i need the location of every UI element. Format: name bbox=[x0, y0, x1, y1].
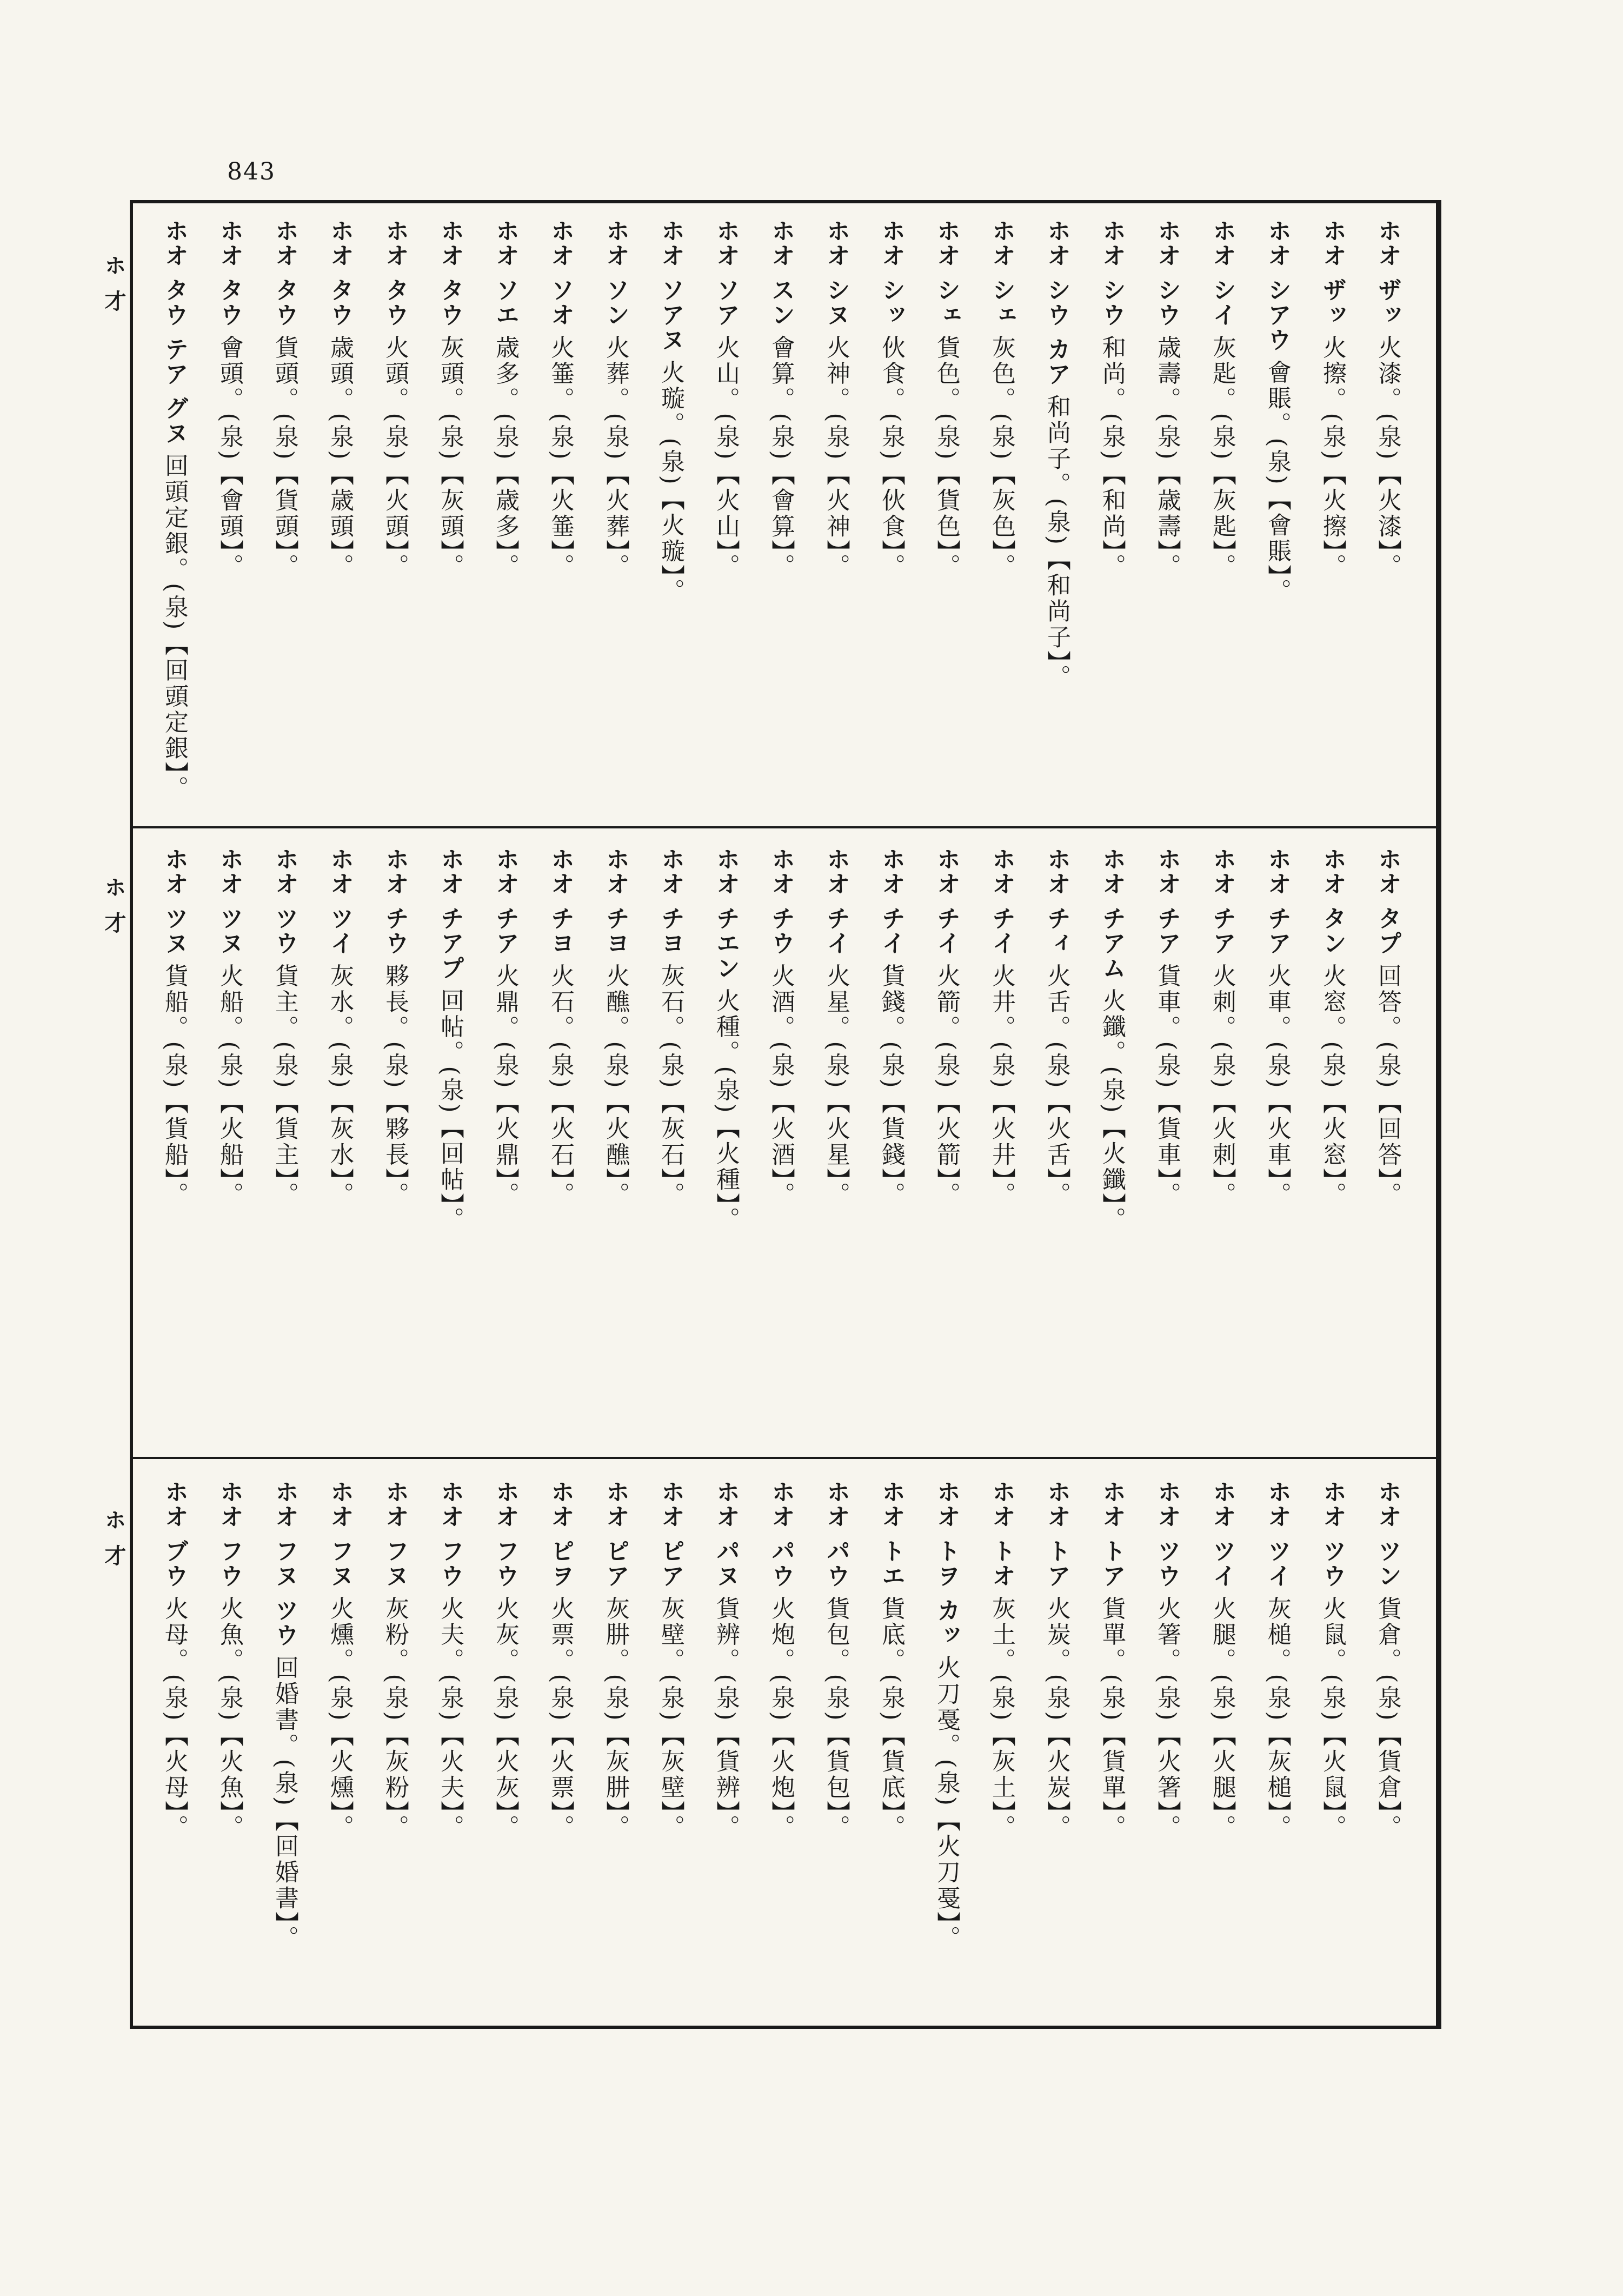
entry-text: 火箸。(泉)【火箸】。 bbox=[1153, 1596, 1181, 1841]
entry-reading: ホオ トオ bbox=[988, 1479, 1015, 1589]
entry-text: 貨辨。(泉)【貨辨】。 bbox=[712, 1596, 740, 1841]
entry-text: 火葬。(泉)【火葬】。 bbox=[602, 335, 629, 580]
section-label-1: ホ 才 bbox=[101, 254, 126, 315]
entry-reading: ホオ チア bbox=[1153, 847, 1181, 956]
dictionary-entry bbox=[587, 847, 642, 1447]
dictionary-entry bbox=[256, 218, 311, 819]
entry-reading: ホオ フヌ ツウ bbox=[271, 1479, 298, 1648]
dictionary-entry bbox=[1304, 1479, 1359, 2009]
dictionary-entry bbox=[477, 1479, 532, 2009]
entry-text: 貨底。(泉)【貨底】。 bbox=[877, 1596, 905, 1841]
entry-reading: ホオ ザッ bbox=[1319, 218, 1346, 328]
entry-text: 灰粉。(泉)【灰粉】。 bbox=[381, 1596, 409, 1841]
entry-reading: ホオ タウ bbox=[326, 218, 354, 328]
dictionary-entry bbox=[256, 847, 311, 1447]
entry-text: 火票。(泉)【火票】。 bbox=[547, 1596, 574, 1841]
dictionary-frame bbox=[130, 200, 1441, 2029]
dictionary-entry bbox=[808, 218, 863, 819]
entry-reading: ホオ チヨ bbox=[602, 847, 629, 956]
entry-text: 歳多。(泉)【歳多】。 bbox=[491, 335, 519, 580]
entry-text: 火井。(泉)【火井】。 bbox=[988, 963, 1015, 1208]
dictionary-entry bbox=[973, 847, 1028, 1447]
dictionary-entry bbox=[1194, 847, 1249, 1447]
entry-reading: ホオ ソア bbox=[712, 218, 740, 328]
section-divider bbox=[133, 1457, 1436, 1459]
dictionary-entry bbox=[1249, 847, 1304, 1447]
entry-text: 火刀戞。(泉)【火刀戞】。 bbox=[933, 1655, 960, 1952]
dictionary-entry bbox=[422, 1479, 477, 2009]
entry-reading: ホオ ツイ bbox=[1208, 1479, 1236, 1589]
dictionary-entry bbox=[1194, 218, 1249, 819]
entry-reading: ホオ シェ bbox=[988, 218, 1015, 328]
entry-reading: ホオ ソン bbox=[602, 218, 629, 328]
entry-reading: ホオ シェ bbox=[933, 218, 960, 328]
entry-text: 貨車。(泉)【貨車】。 bbox=[1153, 963, 1181, 1208]
entry-reading: ホオ ピア bbox=[602, 1479, 629, 1589]
entry-text: 火漆。(泉)【火漆】。 bbox=[1374, 335, 1401, 580]
entry-text: 貨主。(泉)【貨主】。 bbox=[271, 963, 298, 1208]
dictionary-entry bbox=[367, 218, 422, 819]
entry-reading: ホオ シウ bbox=[1153, 218, 1181, 328]
entry-reading: ホオ タウ bbox=[381, 218, 409, 328]
dictionary-entry bbox=[697, 218, 753, 819]
entry-text: 灰肼。(泉)【灰肼】。 bbox=[602, 1596, 629, 1841]
entry-reading: ホオ ツヌ bbox=[161, 847, 188, 956]
entry-text: 火頭。(泉)【火頭】。 bbox=[381, 335, 409, 580]
dictionary-entry bbox=[1249, 1479, 1304, 2009]
entry-text: 火母。(泉)【火母】。 bbox=[161, 1596, 188, 1841]
entry-text: 火箠。(泉)【火箠】。 bbox=[547, 335, 574, 580]
entry-reading: ホオ ピア bbox=[657, 1479, 684, 1589]
dictionary-entry bbox=[642, 1479, 697, 2009]
entry-text: 火石。(泉)【火石】。 bbox=[547, 963, 574, 1208]
entry-reading: ホオ チア bbox=[1263, 847, 1291, 956]
dictionary-entry bbox=[532, 1479, 587, 2009]
entry-reading: ホオ チヨ bbox=[547, 847, 574, 956]
dictionary-entry bbox=[1304, 218, 1359, 819]
entry-text: 火舌。(泉)【火舌】。 bbox=[1043, 963, 1070, 1208]
dictionary-entry bbox=[367, 1479, 422, 2009]
entry-text: 火星。(泉)【火星】。 bbox=[822, 963, 850, 1208]
entry-text: 會賬。(泉)【會賬】。 bbox=[1263, 360, 1291, 605]
entry-text: 灰土。(泉)【灰土】。 bbox=[988, 1596, 1015, 1841]
entry-reading: ホオ シイ bbox=[1208, 218, 1236, 328]
dictionary-entry bbox=[422, 218, 477, 819]
entry-reading: ホオ フヌ bbox=[381, 1479, 409, 1589]
entry-reading: ホオ ツウ bbox=[1153, 1479, 1181, 1589]
entry-text: 灰頭。(泉)【灰頭】。 bbox=[436, 335, 464, 580]
entry-text: 灰匙。(泉)【灰匙】。 bbox=[1208, 335, 1236, 580]
entry-reading: ホオ タウ bbox=[436, 218, 464, 328]
entry-reading: ホオ チア bbox=[1208, 847, 1236, 956]
dictionary-entry bbox=[477, 847, 532, 1447]
dictionary-entry bbox=[1139, 1479, 1194, 2009]
entry-text: 和尚。(泉)【和尚】。 bbox=[1098, 335, 1126, 580]
dictionary-entry bbox=[642, 847, 697, 1447]
entry-reading: ホオ パウ bbox=[822, 1479, 850, 1589]
entry-reading: ホオ シアウ bbox=[1263, 218, 1291, 353]
dictionary-entry bbox=[1194, 1479, 1249, 2009]
entry-text: 火醮。(泉)【火醮】。 bbox=[602, 963, 629, 1208]
entry-reading: ホオ タウ テア グヌ bbox=[161, 218, 188, 446]
entry-text: 火山。(泉)【火山】。 bbox=[712, 335, 740, 580]
entry-text: 火刺。(泉)【火刺】。 bbox=[1208, 963, 1236, 1208]
dictionary-entry bbox=[422, 847, 477, 1447]
dictionary-entry bbox=[311, 1479, 367, 2009]
entry-reading: ホオ ツウ bbox=[271, 847, 298, 956]
entry-text: 灰石。(泉)【灰石】。 bbox=[657, 963, 684, 1208]
dictionary-entry bbox=[1359, 847, 1414, 1447]
entry-text: 火神。(泉)【火神】。 bbox=[822, 335, 850, 580]
entry-reading: ホオ シッ bbox=[877, 218, 905, 328]
entry-text: 回答。(泉)【回答】。 bbox=[1374, 963, 1401, 1208]
dictionary-entry bbox=[587, 1479, 642, 2009]
dictionary-entry bbox=[808, 1479, 863, 2009]
dictionary-entry bbox=[863, 1479, 918, 2009]
entry-reading: ホオ タン bbox=[1319, 847, 1346, 956]
entry-text: 火灰。(泉)【火灰】。 bbox=[491, 1596, 519, 1841]
entry-text: 火種。(泉)【火種】。 bbox=[712, 988, 740, 1233]
dictionary-entry bbox=[1028, 847, 1083, 1447]
dictionary-entry bbox=[201, 847, 256, 1447]
entry-reading: ホオ ツヌ bbox=[216, 847, 243, 956]
entry-reading: ホオ チア bbox=[491, 847, 519, 956]
entry-reading: ホオ トア bbox=[1043, 1479, 1070, 1589]
entry-reading: ホオ チアム bbox=[1098, 847, 1126, 981]
entry-text: 灰槌。(泉)【灰槌】。 bbox=[1263, 1596, 1291, 1841]
dictionary-entry bbox=[201, 218, 256, 819]
dictionary-entry bbox=[256, 1479, 311, 2009]
dictionary-entry bbox=[1028, 218, 1083, 819]
dictionary-entry bbox=[863, 847, 918, 1447]
entry-text: 火酒。(泉)【火酒】。 bbox=[767, 963, 795, 1208]
dictionary-entry bbox=[1359, 1479, 1414, 2009]
dictionary-entry bbox=[918, 847, 973, 1447]
entry-reading: ホオ シウ bbox=[1098, 218, 1126, 328]
dictionary-entry bbox=[201, 1479, 256, 2009]
entry-reading: ホオ フウ bbox=[216, 1479, 243, 1589]
dictionary-entry bbox=[753, 1479, 808, 2009]
entry-reading: ホオ チアプ bbox=[436, 847, 464, 981]
entry-text: 火擦。(泉)【火擦】。 bbox=[1319, 335, 1346, 580]
dictionary-entry bbox=[1083, 1479, 1139, 2009]
entry-section-3 bbox=[155, 1479, 1414, 2009]
dictionary-entry bbox=[477, 218, 532, 819]
entry-text: 火窓。(泉)【火窓】。 bbox=[1319, 963, 1346, 1208]
section-label-2: ホ 才 bbox=[101, 876, 126, 937]
entry-reading: ホオ ツン bbox=[1374, 1479, 1401, 1589]
entry-reading: ホオ フウ bbox=[436, 1479, 464, 1589]
entry-reading: ホオ トエ bbox=[877, 1479, 905, 1589]
entry-reading: ホオ ツイ bbox=[1263, 1479, 1291, 1589]
dictionary-entry bbox=[311, 847, 367, 1447]
entry-reading: ホオ チヨ bbox=[657, 847, 684, 956]
entry-reading: ホオ チイ bbox=[877, 847, 905, 956]
entry-reading: ホオ スン bbox=[767, 218, 795, 328]
dictionary-entry bbox=[753, 847, 808, 1447]
entry-text: 灰水。(泉)【灰水】。 bbox=[326, 963, 354, 1208]
entry-text: 貨船。(泉)【貨船】。 bbox=[161, 963, 188, 1208]
entry-reading: ホオ シウ カア bbox=[1043, 218, 1070, 387]
entry-text: 回頭定銀。(泉)【回頭定銀】。 bbox=[161, 453, 188, 802]
dictionary-entry bbox=[311, 218, 367, 819]
entry-reading: ホオ ザッ bbox=[1374, 218, 1401, 328]
entry-text: 灰色。(泉)【灰色】。 bbox=[988, 335, 1015, 580]
entry-reading: ホオ チウ bbox=[381, 847, 409, 956]
entry-reading: ホオ タプ bbox=[1374, 847, 1401, 956]
entry-text: 歳頭。(泉)【歳頭】。 bbox=[326, 335, 354, 580]
entry-text: 伙食。(泉)【伙食】。 bbox=[877, 335, 905, 580]
dictionary-entry bbox=[367, 847, 422, 1447]
dictionary-entry bbox=[753, 218, 808, 819]
entry-text: 火鼎。(泉)【火鼎】。 bbox=[491, 963, 519, 1208]
dictionary-entry bbox=[146, 218, 201, 819]
entry-text: 貨錢。(泉)【貨錢】。 bbox=[877, 963, 905, 1208]
entry-text: 火箭。(泉)【火箭】。 bbox=[933, 963, 960, 1208]
dictionary-entry bbox=[532, 847, 587, 1447]
entry-reading: ホオ ソエ bbox=[491, 218, 519, 328]
dictionary-entry bbox=[642, 218, 697, 819]
entry-text: 和尚子。(泉)【和尚子】。 bbox=[1043, 394, 1070, 691]
entry-reading: ホオ タウ bbox=[216, 218, 243, 328]
entry-reading: ホオ シヌ bbox=[822, 218, 850, 328]
dictionary-entry bbox=[146, 847, 201, 1447]
entry-reading: ホオ パウ bbox=[767, 1479, 795, 1589]
dictionary-entry bbox=[1028, 1479, 1083, 2009]
dictionary-entry bbox=[587, 218, 642, 819]
entry-reading: ホオ ソアヌ bbox=[657, 218, 684, 353]
dictionary-entry bbox=[697, 847, 753, 1447]
page-number: 843 bbox=[227, 158, 276, 185]
dictionary-entry bbox=[1304, 847, 1359, 1447]
entry-reading: ホオ ソオ bbox=[547, 218, 574, 328]
entry-text: 回婚書。(泉)【回婚書】。 bbox=[271, 1655, 298, 1952]
dictionary-entry bbox=[973, 1479, 1028, 2009]
entry-section-2 bbox=[155, 847, 1414, 1447]
entry-reading: ホオ チィ bbox=[1043, 847, 1070, 956]
dictionary-entry bbox=[1139, 218, 1194, 819]
dictionary-entry bbox=[1083, 847, 1139, 1447]
entry-text: 火車。(泉)【火車】。 bbox=[1263, 963, 1291, 1208]
entry-text: 貨頭。(泉)【貨頭】。 bbox=[271, 335, 298, 580]
dictionary-entry bbox=[1139, 847, 1194, 1447]
entry-text: 回帖。(泉)【回帖】。 bbox=[436, 988, 464, 1233]
entry-text: 火璇。(泉)【火璇】。 bbox=[657, 360, 684, 605]
entry-reading: ホオ トア bbox=[1098, 1479, 1126, 1589]
entry-text: 貨色。(泉)【貨色】。 bbox=[933, 335, 960, 580]
entry-reading: ホオ タウ bbox=[271, 218, 298, 328]
entry-text: 火魚。(泉)【火魚】。 bbox=[216, 1596, 243, 1841]
entry-text: 火鼠。(泉)【火鼠】。 bbox=[1319, 1596, 1346, 1841]
entry-text: 貨單。(泉)【貨單】。 bbox=[1098, 1596, 1126, 1841]
entry-reading: ホオ トヲ カッ bbox=[933, 1479, 960, 1648]
entry-reading: ホオ ピヲ bbox=[547, 1479, 574, 1589]
entry-reading: ホオ チイ bbox=[822, 847, 850, 956]
entry-text: 貨倉。(泉)【貨倉】。 bbox=[1374, 1596, 1401, 1841]
section-divider bbox=[133, 826, 1436, 828]
dictionary-entry bbox=[697, 1479, 753, 2009]
dictionary-entry bbox=[918, 1479, 973, 2009]
entry-reading: ホオ チイ bbox=[988, 847, 1015, 956]
dictionary-entry bbox=[1359, 218, 1414, 819]
entry-text: 火夫。(泉)【火夫】。 bbox=[436, 1596, 464, 1841]
entry-reading: ホオ チエン bbox=[712, 847, 740, 981]
dictionary-entry bbox=[532, 218, 587, 819]
entry-text: 灰壁。(泉)【灰壁】。 bbox=[657, 1596, 684, 1841]
entry-text: 夥長。(泉)【夥長】。 bbox=[381, 963, 409, 1208]
entry-text: 貨包。(泉)【貨包】。 bbox=[822, 1596, 850, 1841]
entry-text: 火鑯。(泉)【火鑯】。 bbox=[1098, 988, 1126, 1233]
entry-reading: ホオ フヌ bbox=[326, 1479, 354, 1589]
dictionary-entry bbox=[1083, 218, 1139, 819]
dictionary-entry bbox=[808, 847, 863, 1447]
entry-text: 火炮。(泉)【火炮】。 bbox=[767, 1596, 795, 1841]
entry-text: 火燻。(泉)【火燻】。 bbox=[326, 1596, 354, 1841]
entry-text: 會頭。(泉)【會頭】。 bbox=[216, 335, 243, 580]
entry-text: 火炭。(泉)【火炭】。 bbox=[1043, 1596, 1070, 1841]
entry-reading: ホオ ツイ bbox=[326, 847, 354, 956]
entry-reading: ホオ パヌ bbox=[712, 1479, 740, 1589]
dictionary-entry bbox=[973, 218, 1028, 819]
entry-reading: ホオ ツウ bbox=[1319, 1479, 1346, 1589]
dictionary-entry bbox=[918, 218, 973, 819]
section-label-3: ホ 才 bbox=[101, 1509, 126, 1569]
dictionary-entry bbox=[146, 1479, 201, 2009]
entry-reading: ホオ チウ bbox=[767, 847, 795, 956]
entry-text: 火腿。(泉)【火腿】。 bbox=[1208, 1596, 1236, 1841]
entry-text: 會算。(泉)【會算】。 bbox=[767, 335, 795, 580]
entry-text: 火船。(泉)【火船】。 bbox=[216, 963, 243, 1208]
entry-reading: ホオ チイ bbox=[933, 847, 960, 956]
entry-reading: ホオ フウ bbox=[491, 1479, 519, 1589]
dictionary-entry bbox=[1249, 218, 1304, 819]
entry-text: 歳壽。(泉)【歳壽】。 bbox=[1153, 335, 1181, 580]
entry-reading: ホオ ブウ bbox=[161, 1479, 188, 1589]
dictionary-entry bbox=[863, 218, 918, 819]
entry-section-1 bbox=[155, 218, 1414, 819]
